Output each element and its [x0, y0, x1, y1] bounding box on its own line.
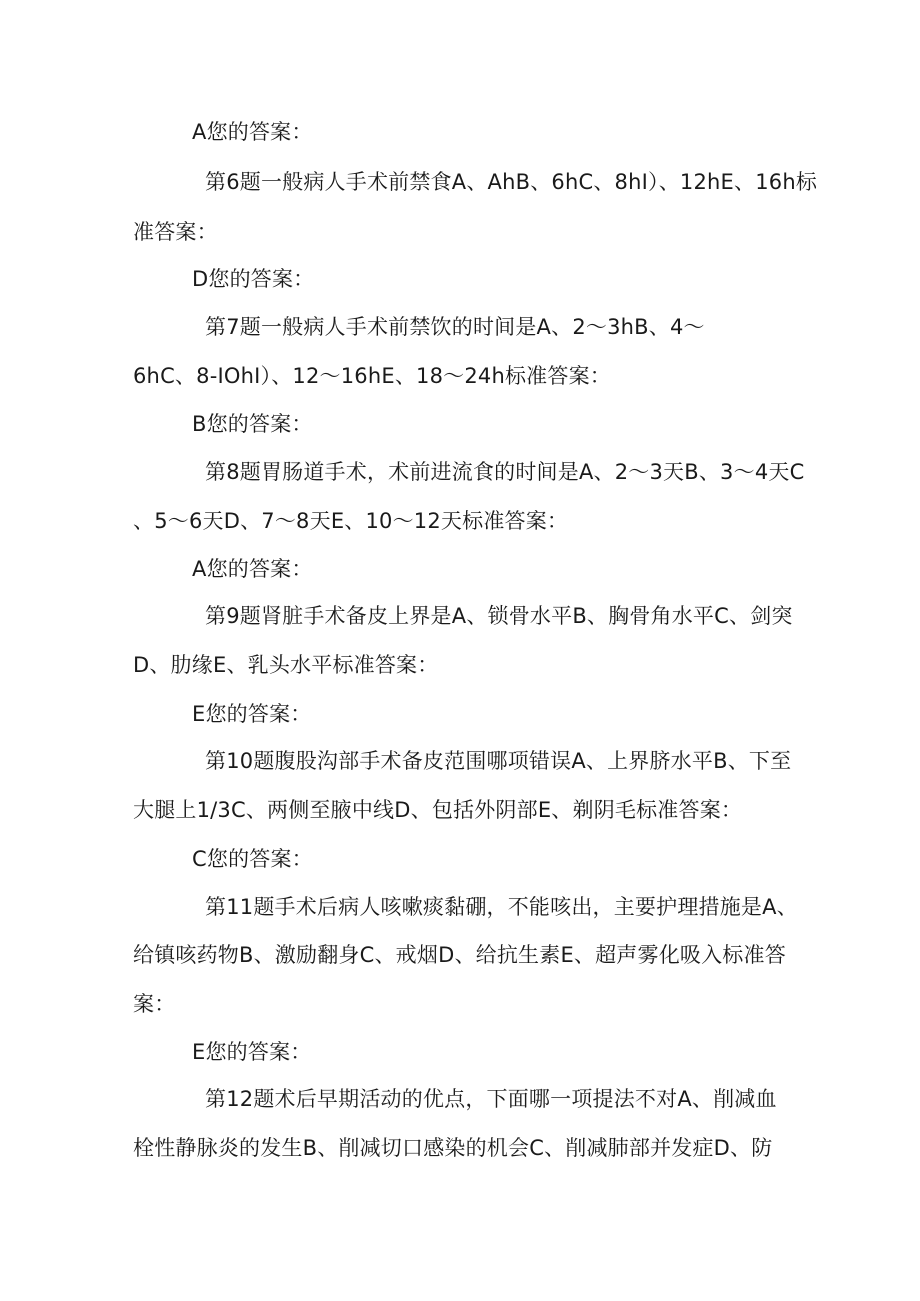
answer-line: A您的答案： [192, 120, 313, 144]
question-9-line-2: D、肋缘E、乳头水平标准答案： [133, 653, 439, 677]
question-11-line-3: 案： [133, 992, 176, 1016]
question-12-line-1: 第12题术后早期活动的优点，下面哪一项提法不对A、削减血 [205, 1087, 777, 1111]
answer-line: B您的答案： [192, 412, 313, 436]
question-8-line-1: 第8题胃肠道手术，术前进流食的时间是A、2〜3天B、3〜4天C [205, 460, 805, 484]
answer-line: D您的答案： [192, 267, 315, 291]
question-12-line-2: 栓性静脉炎的发生B、削减切口感染的机会C、削减肺部并发症D、防 [133, 1136, 773, 1160]
question-7-line-1: 第7题一般病人手术前禁饮的时间是A、2〜3hB、4〜 [205, 315, 705, 339]
question-6-line-1: 第6题一般病人手术前禁食A、AhB、6hC、8hI）、12hE、16h标 [205, 170, 818, 194]
question-10-line-2: 大腿上1/3C、两侧至腋中线D、包括外阴部E、剃阴毛标准答案： [133, 798, 743, 822]
question-11-line-2: 给镇咳药物B、激励翻身C、戒烟D、给抗生素E、超声雾化吸入标准答 [133, 943, 786, 967]
question-10-line-1: 第10题腹股沟部手术备皮范围哪项错误A、上界脐水平B、下至 [205, 749, 792, 773]
question-6-line-2: 准答案： [133, 220, 218, 244]
answer-line: E您的答案： [192, 702, 312, 726]
answer-line: A您的答案： [192, 557, 313, 581]
answer-line: C您的答案： [192, 847, 313, 871]
answer-line: E您的答案： [192, 1040, 312, 1064]
question-9-line-1: 第9题肾脏手术备皮上界是A、锁骨水平B、胸骨角水平C、剑突 [205, 604, 793, 628]
question-8-line-2: 、5〜6天D、7〜8天E、10〜12天标准答案： [133, 509, 569, 533]
question-11-line-1: 第11题手术后病人咳嗽痰黏硼，不能咳出，主要护理措施是A、 [205, 895, 798, 919]
question-7-line-2: 6hC、8-IOhI）、12〜16hE、18〜24h标准答案： [133, 364, 611, 388]
